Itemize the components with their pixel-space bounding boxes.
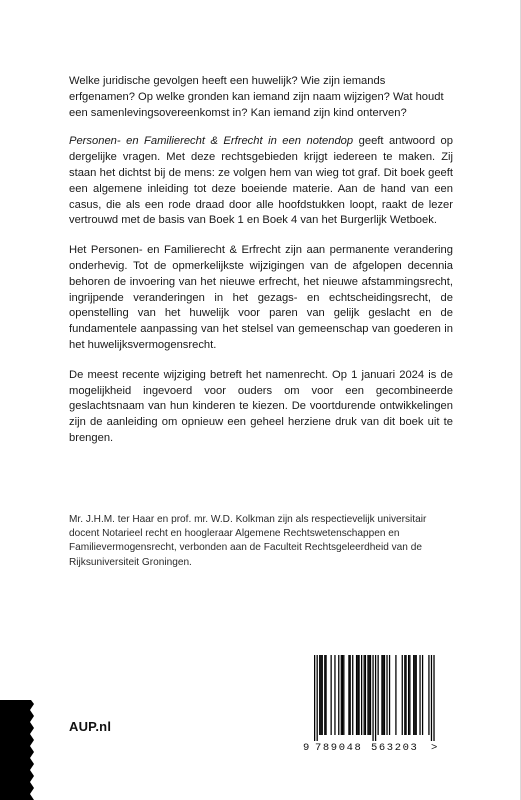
barcode-bar (408, 655, 409, 735)
isbn-end-marker: > (431, 742, 438, 754)
barcode-bar (383, 655, 384, 735)
barcode-bar (384, 655, 385, 735)
barcode-bar (422, 655, 423, 735)
barcode-bar (350, 655, 351, 735)
barcode-bar (364, 655, 365, 735)
barcode-bar (378, 655, 379, 735)
barcode-bar (433, 655, 434, 741)
barcode-bar (372, 655, 373, 741)
barcode-bar (341, 655, 342, 735)
barcode-bar (334, 655, 335, 735)
barcode-bar (357, 655, 358, 735)
isbn-lead-digit: 9 (303, 742, 310, 754)
isbn-group-2: 563203 (371, 742, 419, 754)
blurb (69, 74, 453, 461)
barcode-bar (419, 655, 420, 735)
barcode-bar (365, 655, 366, 735)
barcode-bar (405, 655, 406, 735)
barcode-icon (312, 655, 436, 741)
isbn-group-1: 789048 (315, 742, 363, 754)
author-bio: Mr. J.H.M. ter Haar en prof. mr. W.D. Kolkman zijn als respectievelijk universitair docent Notarieel recht en hoogleraar Algemene Rechtswetenschappen en Familievermogensrecht, verbonden aan de Faculteit Rechtsgeleerdheid van de Rijksuniversiteit Groningen. (69, 514, 427, 568)
recent-change-paragraph: De meest recente wijziging betreft het namenrecht. Op 1 januari 2024 is de mogelijkheid ingevoerd voor ouders om voor een gecombineerde geslachtsnaam van hun kinderen te kiezen. De voortdurende ontwikkelingen zijn de aanleiding om opnieuw een geheel herziene druk van dit boek uit te brengen. (69, 368, 453, 444)
barcode-bar (369, 655, 370, 735)
changes-paragraph: Het Personen- en Familierecht & Erfrecht zijn aan permanente verandering onderhevig. Tot de opmerkelijkste wijzigingen van de afgelopen decennia behoren de invoering van het nieuwe erfrecht, het nieuwe afstammingsrecht, ingrijpende veranderingen in het gezags- en echtscheidingsrecht, de openstelling van het huwelijk voor paren van gelijk geslacht en de fundamentele aanpassing van het stelsel van gemeenschap van goederen in het huwelijksvermogensrecht. (69, 244, 453, 351)
barcode-bar (370, 655, 371, 735)
book-description (69, 134, 453, 229)
barcode-bar (319, 655, 320, 735)
barcode-bar (356, 655, 357, 735)
barcode-bar (342, 655, 343, 735)
barcode-bar (322, 655, 323, 735)
intro-questions: Welke juridische gevolgen heeft een huwelijk? Wie zijn iemands erfgenamen? Op welke gronden kan iemand zijn naam wijzigen? Wat houdt een samenlevingsovereenkomst in? Kan iemand zijn kind onterven? (69, 75, 444, 119)
barcode-bar (331, 655, 332, 735)
barcode-bar (367, 655, 368, 735)
barcode-bar (414, 655, 415, 735)
publisher-logo (0, 700, 38, 800)
barcode-bar (325, 655, 326, 735)
barcode-bar (409, 655, 410, 735)
book-description-text: geeft antwoord op dergelijke vragen. Met deze rechtsgebieden krijgt iedereen te maken. Zij staan het dichtst bij de mens: ze volgen hem van wieg tot graf. Dit boek geeft een algemene inleiding tot deze boeiende materie. Aan de hand van een casus, die als een rode draad door alle hoofdstukken loopt, raakt de lezer vertrouwd met de basis van Boek 1 en Boek 4 van het Burgerlijk Wetboek. (69, 135, 453, 227)
barcode-bar (358, 655, 359, 735)
publisher-url: AUP.nl (69, 719, 112, 734)
barcode-bar (428, 655, 429, 735)
barcode-bar (317, 655, 318, 741)
logo-zigzag-icon (0, 700, 38, 800)
barcode-bar (431, 655, 432, 741)
barcode-bar (413, 655, 414, 735)
barcode-bar (381, 655, 382, 735)
barcode-bar (402, 655, 403, 735)
barcode-bar (404, 655, 405, 735)
barcode-bar (395, 655, 396, 735)
barcode-bar (416, 655, 417, 735)
barcode-bar (375, 655, 376, 741)
barcode-bar (361, 655, 362, 735)
barcode-bar (348, 655, 349, 735)
isbn-number (303, 742, 439, 756)
barcode-bar (324, 655, 325, 735)
book-title: Personen- en Familierecht & Erfrecht in een notendop (69, 135, 354, 148)
barcode-bar (320, 655, 321, 735)
barcode-bar (314, 655, 315, 741)
barcode-bar (338, 655, 339, 735)
barcode-bar (343, 655, 344, 735)
barcode-bar (352, 655, 353, 735)
barcode-bar (389, 655, 390, 735)
barcode-bar (386, 655, 387, 735)
